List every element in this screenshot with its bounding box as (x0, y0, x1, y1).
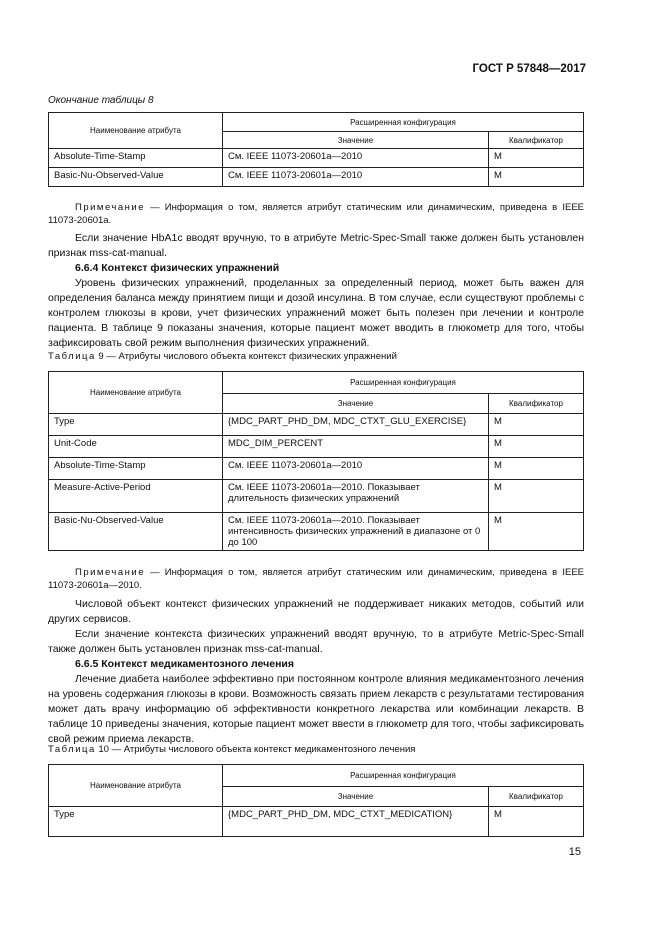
caption-label: Таблица (48, 744, 96, 755)
cell-value: См. IEEE 11073-20601a—2010. Показывает интенсивность физических упражнений в диапазоне от 0 до 100 (223, 513, 489, 551)
cell-qualifier: M (489, 414, 584, 436)
col-header-qualifier: Квалификатор (489, 787, 584, 807)
note-text: — Информация о том, является атрибут статическим или динамическим, приведена в IEEE 11073-20601a. (48, 202, 584, 226)
table-row (49, 480, 584, 513)
cell-qualifier: M (489, 436, 584, 458)
table-10 (48, 764, 584, 837)
cell-value: {MDC_PART_PHD_DM, MDC_CTXT_MEDICATION} (223, 807, 489, 837)
cell-value: См. IEEE 11073-20601a—2010 (223, 168, 489, 187)
table-8 (48, 112, 584, 187)
col-header-qualifier: Квалификатор (489, 132, 584, 149)
col-header-name: Наименование атрибута (49, 372, 223, 414)
cell-value: {MDC_PART_PHD_DM, MDC_CTXT_GLU_EXERCISE} (223, 414, 489, 436)
cell-qualifier: M (489, 807, 584, 837)
note-label: Примечание (75, 202, 145, 213)
paragraph-text: Уровень физических упражнений, проделанных за определенный период, может быть важен для определения баланса между принятием пищи и дозой инсулина. В том случае, если существуют проблемы с контролем глюкозы в крови, учет физических упражнений может быть полезен при лечении и контроле пациента. В таблице 9 показаны значения, которые пациент может вводить в глюкометр для того, чтобы зафиксировать свой режим выполнения физических упражнений. (48, 277, 584, 349)
table-row (49, 807, 584, 837)
paragraph-2 (48, 597, 584, 747)
table-row (49, 149, 584, 168)
cell-name: Absolute-Time-Stamp (49, 458, 223, 480)
col-header-name: Наименование атрибута (49, 113, 223, 149)
cell-value: См. IEEE 11073-20601a—2010 (223, 149, 489, 168)
col-header-group: Расширенная конфигурация (223, 113, 584, 132)
table-row (49, 168, 584, 187)
paragraph-text: Если значение HbA1c вводят вручную, то в атрибуте Metric-Spec-Small также должен быть установлен признак mss-cat-manual. (48, 232, 584, 259)
section-heading-6-6-5: 6.6.5 Контекст медикаментозного лечения (75, 658, 294, 670)
table-row (49, 414, 584, 436)
col-header-group: Расширенная конфигурация (223, 765, 584, 787)
section-heading-6-6-4: 6.6.4 Контекст физических упражнений (75, 262, 280, 274)
cell-qualifier: M (489, 149, 584, 168)
table9-caption (48, 351, 397, 362)
paragraph-1 (48, 231, 584, 351)
col-header-value: Значение (223, 132, 489, 149)
cell-value: MDC_DIM_PERCENT (223, 436, 489, 458)
table10-caption (48, 744, 415, 755)
col-header-group: Расширенная конфигурация (223, 372, 584, 394)
caption-label: Таблица (48, 351, 96, 362)
note-2 (48, 566, 584, 592)
table-9 (48, 371, 584, 551)
cell-qualifier: M (489, 168, 584, 187)
cell-qualifier: M (489, 458, 584, 480)
cell-qualifier: M (489, 480, 584, 513)
cell-name: Unit-Code (49, 436, 223, 458)
cell-name: Basic-Nu-Observed-Value (49, 168, 223, 187)
note-label: Примечание (75, 567, 145, 578)
paragraph-text: Если значение контекста физических упражнений вводят вручную, то в атрибуте Metric-Spec-Small также должен быть установлен признак mss-cat-manual. (48, 628, 584, 655)
cell-name: Measure-Active-Period (49, 480, 223, 513)
col-header-name: Наименование атрибута (49, 765, 223, 807)
col-header-value: Значение (223, 394, 489, 414)
cell-name: Basic-Nu-Observed-Value (49, 513, 223, 551)
col-header-qualifier: Квалификатор (489, 394, 584, 414)
paragraph-text: Числовой объект контекст физических упражнений не поддерживает никаких методов, событий или других сервисов. (48, 598, 584, 625)
page-number: 15 (568, 846, 581, 858)
table-row (49, 513, 584, 551)
cell-name: Type (49, 807, 223, 837)
note-1 (48, 201, 584, 227)
table8-caption: Окончание таблицы 8 (48, 95, 154, 106)
note-text: — Информация о том, является атрибут статическим или динамическим, приведена в IEEE 11073-20601a—2010. (48, 567, 584, 591)
cell-qualifier: M (489, 513, 584, 551)
cell-value: См. IEEE 11073-20601a—2010. Показывает длительность физических упражнений (223, 480, 489, 513)
cell-value: См. IEEE 11073-20601a—2010 (223, 458, 489, 480)
col-header-value: Значение (223, 787, 489, 807)
caption-text: 10 — Атрибуты числового объекта контекст медикаментозного лечения (95, 744, 416, 755)
table-row (49, 436, 584, 458)
cell-name: Absolute-Time-Stamp (49, 149, 223, 168)
caption-text: 9 — Атрибуты числового объекта контекст физических упражнений (95, 351, 397, 362)
paragraph-text: Лечение диабета наиболее эффективно при постоянном контроле влияния медикаментозного лечения на уровень содержания глюкозы в крови. Возможность связать прием лекарств с результатами тестирования может дать врачу информацию об эффективности конкретного лекарства или комбинации лекарств. В таблице 10 приведены значения, которые пациент может ввести в глюкометр для того, чтобы зафиксировать свой режим приема лекарств. (48, 673, 584, 745)
table-row (49, 458, 584, 480)
document-code: ГОСТ Р 57848—2017 (472, 63, 586, 75)
cell-name: Type (49, 414, 223, 436)
